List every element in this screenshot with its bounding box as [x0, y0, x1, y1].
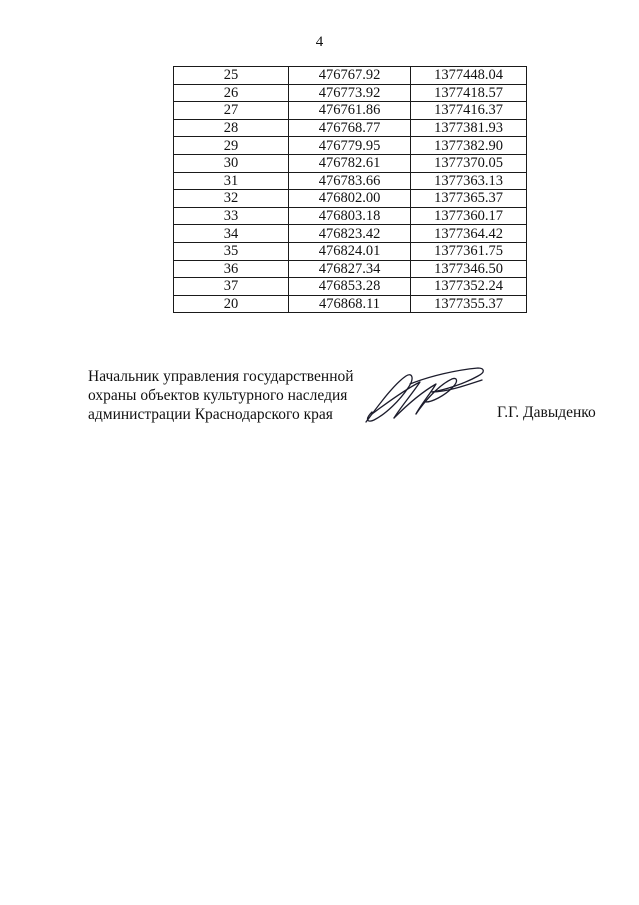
point-number-cell: 28 — [174, 119, 289, 137]
signatory-title-line: охраны объектов культурного наследия — [88, 387, 348, 404]
y-coordinate-cell: 1377364.42 — [411, 225, 527, 243]
table-row — [174, 84, 527, 102]
y-coordinate-cell: 1377365.37 — [411, 190, 527, 208]
coordinates-table — [173, 66, 527, 313]
y-coordinate-cell: 1377370.05 — [411, 154, 527, 172]
signatory-name: Г.Г. Давыденко — [497, 404, 596, 421]
point-number-cell: 25 — [174, 67, 289, 85]
x-coordinate-cell: 476779.95 — [289, 137, 411, 155]
x-coordinate-cell: 476803.18 — [289, 207, 411, 225]
page-number: 4 — [315, 34, 324, 50]
point-number-cell: 20 — [174, 295, 289, 313]
point-number-cell: 35 — [174, 242, 289, 260]
y-coordinate-cell: 1377361.75 — [411, 242, 527, 260]
x-coordinate-cell: 476802.00 — [289, 190, 411, 208]
table-row — [174, 172, 527, 190]
y-coordinate-cell: 1377381.93 — [411, 119, 527, 137]
y-coordinate-cell: 1377363.13 — [411, 172, 527, 190]
table-row — [174, 154, 527, 172]
table-row — [174, 207, 527, 225]
point-number-cell: 33 — [174, 207, 289, 225]
y-coordinate-cell: 1377448.04 — [411, 67, 527, 85]
point-number-cell: 36 — [174, 260, 289, 278]
y-coordinate-cell: 1377416.37 — [411, 102, 527, 120]
point-number-cell: 37 — [174, 278, 289, 296]
table-row — [174, 278, 527, 296]
signatory-title-line: администрации Краснодарского края — [88, 406, 333, 423]
table-row — [174, 137, 527, 155]
y-coordinate-cell: 1377382.90 — [411, 137, 527, 155]
x-coordinate-cell: 476783.66 — [289, 172, 411, 190]
y-coordinate-cell: 1377346.50 — [411, 260, 527, 278]
y-coordinate-cell: 1377352.24 — [411, 278, 527, 296]
x-coordinate-cell: 476823.42 — [289, 225, 411, 243]
x-coordinate-cell: 476773.92 — [289, 84, 411, 102]
table-row — [174, 119, 527, 137]
table-row — [174, 67, 527, 85]
x-coordinate-cell: 476782.61 — [289, 154, 411, 172]
x-coordinate-cell: 476768.77 — [289, 119, 411, 137]
point-number-cell: 31 — [174, 172, 289, 190]
table-row — [174, 295, 527, 313]
point-number-cell: 34 — [174, 225, 289, 243]
x-coordinate-cell: 476761.86 — [289, 102, 411, 120]
x-coordinate-cell: 476868.11 — [289, 295, 411, 313]
table-row — [174, 102, 527, 120]
x-coordinate-cell: 476824.01 — [289, 242, 411, 260]
point-number-cell: 29 — [174, 137, 289, 155]
coordinates-table-body — [174, 67, 527, 313]
y-coordinate-cell: 1377418.57 — [411, 84, 527, 102]
point-number-cell: 26 — [174, 84, 289, 102]
table-row — [174, 225, 527, 243]
point-number-cell: 32 — [174, 190, 289, 208]
y-coordinate-cell: 1377355.37 — [411, 295, 527, 313]
point-number-cell: 27 — [174, 102, 289, 120]
x-coordinate-cell: 476853.28 — [289, 278, 411, 296]
y-coordinate-cell: 1377360.17 — [411, 207, 527, 225]
table-row — [174, 190, 527, 208]
table-row — [174, 260, 527, 278]
point-number-cell: 30 — [174, 154, 289, 172]
handwritten-signature — [360, 362, 490, 437]
signatory-title-line: Начальник управления государственной — [88, 368, 354, 385]
signatory-title — [88, 367, 354, 424]
table-row — [174, 242, 527, 260]
x-coordinate-cell: 476767.92 — [289, 67, 411, 85]
x-coordinate-cell: 476827.34 — [289, 260, 411, 278]
